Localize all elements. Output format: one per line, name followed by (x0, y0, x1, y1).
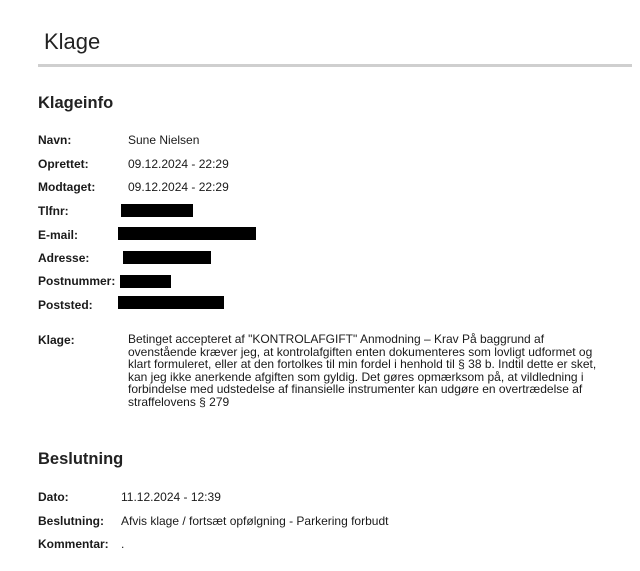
klage-text: Betinget accepteret af "KONTROLAFGIFT" Anmodning – Krav På baggrund af ovenstående kræver jeg, at kontrolafgiften enten dokumenteres som lovligt udformet og klart formuleret, eller at den fortolkes til min fordel i henhold til § 38 b. Indtil dette er sket, kan jeg ikke anerkende afgiften som gyldig. Det gøres opmærksom på, at vildledning i forbindelse med udstedelse af finansielle instrumenter kan udgøre en overtrædelse af straffelovens § 279 (128, 332, 597, 409)
field-label-navn: Navn: (38, 133, 72, 147)
beslutning-heading: Beslutning (38, 450, 124, 468)
klageinfo-heading: Klageinfo (38, 94, 114, 112)
decision-label-kommentar: Kommentar: (38, 537, 109, 551)
field-value-modtaget: 09.12.2024 - 22:29 (128, 180, 229, 194)
field-label-modtaget: Modtaget: (38, 180, 96, 194)
field-label-postnummer: Postnummer: (38, 274, 116, 288)
field-value-oprettet: 09.12.2024 - 22:29 (128, 157, 229, 171)
decision-label-beslutning: Beslutning: (38, 514, 104, 528)
field-label-poststed: Poststed: (38, 298, 93, 312)
title-divider (38, 64, 632, 67)
redaction-poststed (118, 296, 224, 309)
redaction-adresse (123, 251, 211, 264)
redaction-postnummer (120, 275, 171, 288)
field-label-klage: Klage: (38, 333, 75, 347)
decision-value-dato: 11.12.2024 - 12:39 (121, 490, 221, 504)
field-label-email: E-mail: (38, 228, 79, 242)
field-value-navn: Sune Nielsen (128, 133, 200, 147)
decision-value-kommentar: . (121, 537, 125, 551)
field-label-adresse: Adresse: (38, 251, 90, 265)
redaction-tlfnr (121, 204, 193, 217)
decision-label-dato: Dato: (38, 490, 69, 504)
field-label-oprettet: Oprettet: (38, 157, 89, 171)
decision-value-beslutning: Afvis klage / fortsæt opfølgning - Parkering forbudt (121, 514, 389, 528)
redaction-email (118, 227, 256, 240)
field-label-tlfnr: Tlfnr: (38, 204, 69, 218)
page-title: Klage (44, 29, 101, 54)
